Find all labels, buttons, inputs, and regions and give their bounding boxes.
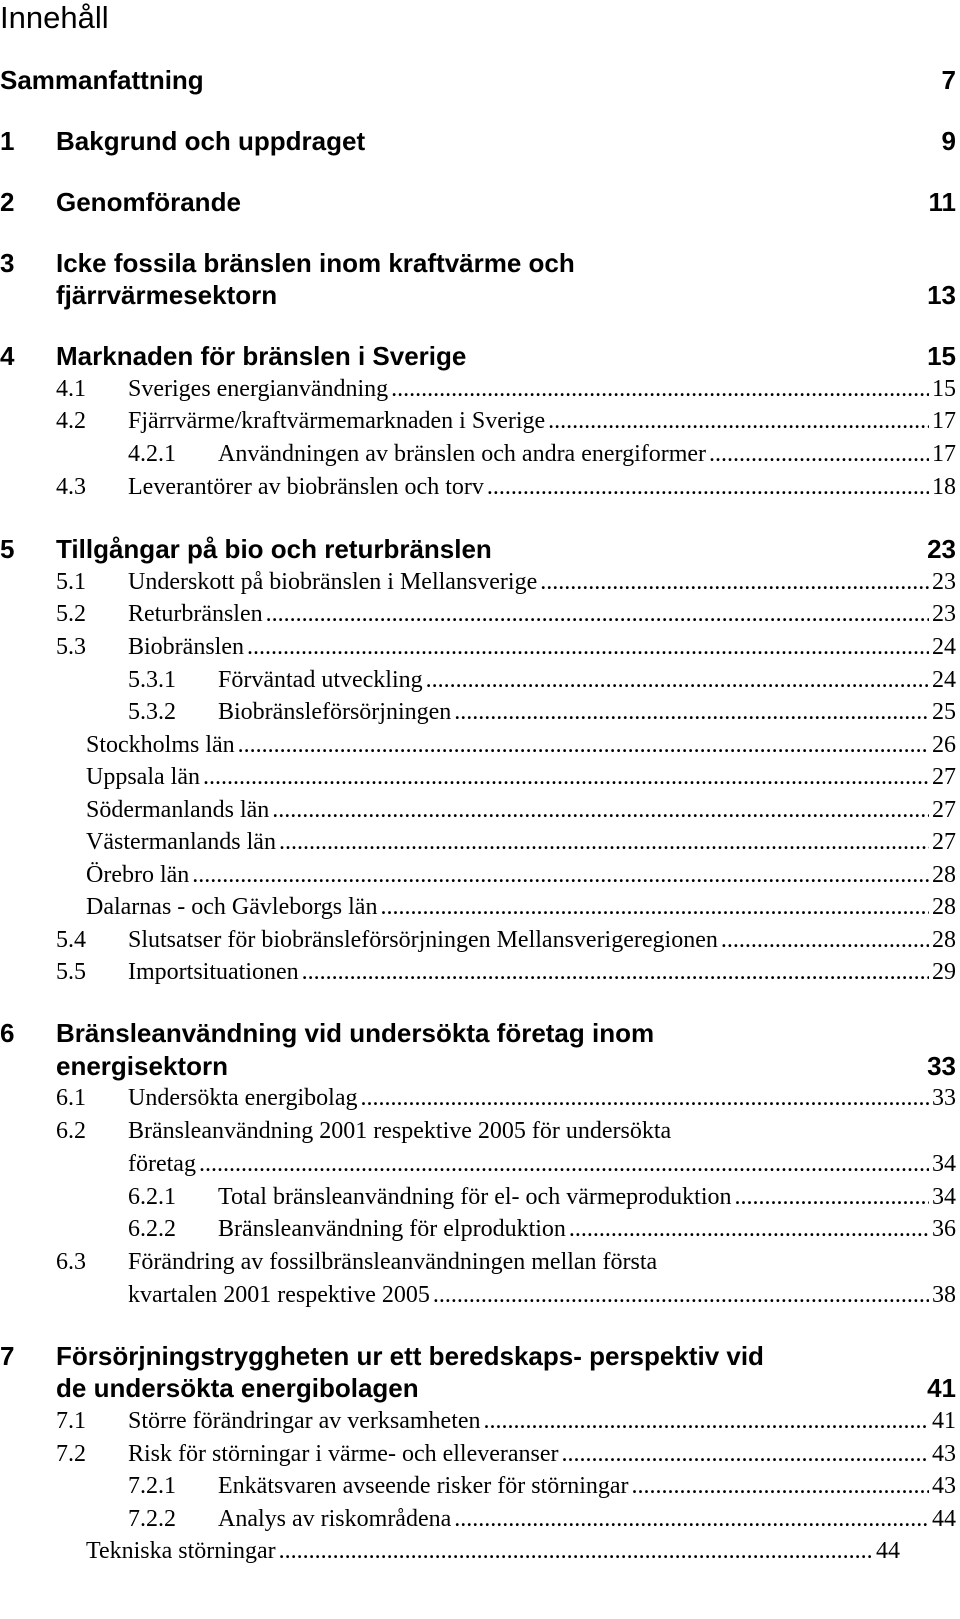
toc-entry-number: 1 — [0, 126, 15, 156]
toc-entry-page: 41 — [929, 1406, 956, 1436]
toc-entry-text: Större förändringar av verksamheten — [128, 1406, 484, 1436]
toc-entry-text: Användningen av bränslen och andra energiformer — [218, 439, 709, 469]
toc-entry-text: Marknaden för bränslen i Sverige — [56, 341, 467, 371]
toc-leader-dots — [735, 1182, 930, 1212]
toc-entry-page: 36 — [929, 1214, 956, 1244]
toc-leader-dots — [302, 957, 929, 987]
toc-entry-text: Importsituationen — [128, 957, 302, 987]
toc-section-entry[interactable] — [0, 599, 960, 629]
toc-chapter-entry[interactable] — [0, 340, 960, 372]
toc-subsection-entry[interactable] — [0, 1471, 960, 1501]
toc-leader-dots — [279, 827, 929, 857]
toc-entry-page: 27 — [929, 762, 956, 792]
toc-entry-page: 24 — [929, 665, 956, 695]
toc-leader-dots — [272, 795, 929, 825]
toc-entry-page: 28 — [929, 925, 956, 955]
toc-chapter-entry[interactable] — [0, 247, 960, 279]
toc-region-entry[interactable] — [0, 892, 960, 922]
toc-entry-text: Örebro län — [86, 860, 192, 890]
toc-leader-dots — [380, 892, 929, 922]
toc-subsection-entry[interactable] — [0, 1504, 960, 1534]
toc-chapter-entry[interactable] — [0, 64, 960, 96]
toc-section-entry[interactable] — [0, 1083, 960, 1113]
toc-entry-text: Stockholms län — [86, 730, 238, 760]
toc-leader-dots — [548, 406, 929, 436]
toc-chapter-entry[interactable] — [0, 533, 960, 565]
toc-entry-text: fjärrvärmesektorn — [56, 280, 278, 310]
toc-entry-page: 43 — [929, 1471, 956, 1501]
toc-entry-number: 7 — [0, 1341, 15, 1371]
toc-section-entry[interactable] — [0, 472, 960, 502]
toc-entry-text: Analys av riskområdena — [218, 1504, 454, 1534]
toc-section-entry[interactable] — [0, 1439, 960, 1469]
toc-entry-number: 5 — [0, 534, 15, 564]
toc-leader-dots — [709, 439, 929, 469]
toc-entry-text: företag — [128, 1149, 199, 1179]
toc-entry-page: 28 — [929, 892, 956, 922]
toc-entry-text: Undersökta energibolag — [128, 1083, 361, 1113]
toc-entry-text: Sammanfattning — [0, 65, 204, 95]
toc-entry-text: Förväntad utveckling — [218, 665, 426, 695]
toc-entry-text: Fjärrvärme/kraftvärmemarknaden i Sverige — [128, 406, 548, 436]
toc-entry-text: Risk för störningar i värme- och elleveranser — [128, 1439, 562, 1469]
toc-section-entry[interactable] — [0, 1406, 960, 1436]
toc-entry-page: 27 — [929, 827, 956, 857]
toc-leader-dots — [454, 1504, 929, 1534]
toc-entry-number: 3 — [0, 248, 15, 278]
toc-section-entry[interactable] — [0, 374, 960, 404]
toc-section-entry-continuation[interactable] — [0, 1149, 960, 1179]
toc-entry-page: 29 — [929, 957, 956, 987]
toc-chapter-entry-continuation[interactable] — [0, 1050, 960, 1082]
toc-entry-text: Södermanlands län — [86, 795, 272, 825]
toc-entry-page: 17 — [929, 406, 956, 436]
toc-entry-number: 5.3.1 — [128, 667, 176, 693]
toc-entry-text: Bränsleanvändning 2001 respektive 2005 för undersökta — [128, 1118, 672, 1144]
toc-entry-number: 5.1 — [56, 569, 86, 595]
toc-region-entry[interactable] — [0, 795, 960, 825]
toc-entry-page: 23 — [929, 567, 956, 597]
toc-region-entry[interactable] — [0, 730, 960, 760]
toc-subsection-entry[interactable] — [0, 1214, 960, 1244]
toc-leader-dots — [361, 1083, 930, 1113]
toc-leader-dots — [569, 1214, 929, 1244]
toc-entry-text: kvartalen 2001 respektive 2005 — [128, 1280, 433, 1310]
toc-entry-text: Förändring av fossilbränsleanvändningen mellan första — [128, 1249, 658, 1275]
toc-section-entry[interactable] — [0, 925, 960, 955]
toc-entry-page: 27 — [929, 795, 956, 825]
toc-section-entry[interactable] — [0, 1247, 960, 1277]
toc-entry-page: 33 — [929, 1083, 956, 1113]
toc-entry-text: Dalarnas - och Gävleborgs län — [86, 892, 380, 922]
toc-entry-page: 28 — [929, 860, 956, 890]
toc-entry-number: 5.3 — [56, 634, 86, 660]
toc-section-entry[interactable] — [0, 957, 960, 987]
toc-leader-dots — [540, 567, 929, 597]
toc-chapter-entry[interactable] — [0, 1017, 960, 1049]
toc-leader-dots — [192, 860, 929, 890]
toc-region-entry[interactable] — [0, 827, 960, 857]
toc-entry-number: 4.3 — [56, 474, 86, 500]
toc-entry-page: 13 — [927, 280, 956, 310]
toc-entry-number: 7.2.1 — [128, 1473, 176, 1499]
toc-section-entry[interactable] — [0, 632, 960, 662]
toc-entry-page: 38 — [929, 1280, 956, 1310]
toc-entry-page: 15 — [929, 374, 956, 404]
toc-entry-text: energisektorn — [56, 1051, 228, 1081]
toc-entry-text: Biobränsleförsörjningen — [218, 697, 454, 727]
toc-subsection-entry[interactable] — [0, 697, 960, 727]
toc-entry-number: 5.5 — [56, 959, 86, 985]
toc-entry-text: Bränsleanvändning vid undersökta företag inom — [56, 1018, 655, 1048]
toc-leader-dots — [484, 1406, 929, 1436]
toc-entry-page: 44 — [929, 1504, 956, 1534]
toc-entry-number: 4.1 — [56, 376, 86, 402]
toc-entry-number: 5.2 — [56, 601, 86, 627]
toc-entry-number: 6.1 — [56, 1085, 86, 1111]
toc-entry-text: Västermanlands län — [86, 827, 279, 857]
toc-entry-page: 15 — [927, 341, 956, 371]
toc-entry-number: 6.3 — [56, 1249, 86, 1275]
toc-chapter-entry[interactable] — [0, 125, 960, 157]
toc-entry-number: 7.2.2 — [128, 1506, 176, 1532]
toc-entry-number: 4.2 — [56, 408, 86, 434]
toc-entry-page: 44 — [873, 1536, 900, 1566]
toc-entry-text: Returbränslen — [128, 599, 266, 629]
toc-entry-text: Underskott på biobränslen i Mellansverige — [128, 567, 540, 597]
toc-leader-dots — [199, 1149, 929, 1179]
toc-entry-text: Bränsleanvändning för elproduktion — [218, 1214, 569, 1244]
toc-entry-page: 7 — [941, 65, 956, 95]
toc-entry-page: 43 — [929, 1439, 956, 1469]
toc-leader-dots — [562, 1439, 929, 1469]
toc-entry-page: 41 — [927, 1373, 956, 1403]
toc-leader-dots — [487, 472, 929, 502]
toc-entry-number: 2 — [0, 187, 15, 217]
toc-entry-number: 5.4 — [56, 927, 86, 953]
toc-region-entry[interactable] — [0, 762, 960, 792]
toc-section-entry[interactable] — [0, 567, 960, 597]
toc-region-entry[interactable] — [0, 860, 960, 890]
toc-entry-number: 4 — [0, 341, 15, 371]
toc-entry-text: Tillgångar på bio och returbränslen — [56, 534, 492, 564]
toc-entry-page: 23 — [929, 599, 956, 629]
toc-entry-number: 6.2 — [56, 1118, 86, 1144]
toc-leader-dots — [433, 1280, 929, 1310]
toc-chapter-entry[interactable] — [0, 1340, 960, 1372]
toc-entry-page: 23 — [927, 534, 956, 564]
toc-entry-text: Leverantörer av biobränslen och torv — [128, 472, 487, 502]
toc-leader-dots — [426, 665, 929, 695]
toc-leader-dots — [721, 925, 929, 955]
toc-subsection-entry[interactable] — [0, 665, 960, 695]
toc-entry-page: 34 — [929, 1182, 956, 1212]
toc-entry-text: Bakgrund och uppdraget — [56, 126, 366, 156]
toc-subsection-entry[interactable] — [0, 439, 960, 469]
toc-entry-number: 5.3.2 — [128, 699, 176, 725]
toc-entry-page: 9 — [941, 126, 956, 156]
toc-leader-dots — [279, 1536, 873, 1566]
toc-leader-dots — [391, 374, 929, 404]
toc-entry-number: 6.2.2 — [128, 1216, 176, 1242]
toc-entry-page: 24 — [929, 632, 956, 662]
toc-subsection-entry[interactable] — [0, 1182, 960, 1212]
toc-entry-page: 33 — [927, 1051, 956, 1081]
toc-leader-dots — [247, 632, 929, 662]
toc-entry-text: Sveriges energianvändning — [128, 374, 391, 404]
toc-section-entry[interactable] — [0, 1116, 960, 1146]
toc-entry-page: 18 — [929, 472, 956, 502]
toc-entry-text: Icke fossila bränslen inom kraftvärme och — [56, 248, 575, 278]
toc-entry-text: de undersökta energibolagen — [56, 1373, 419, 1403]
toc-entry-text: Biobränslen — [128, 632, 247, 662]
toc-entry-page: 17 — [929, 439, 956, 469]
toc-chapter-entry-continuation[interactable] — [0, 279, 960, 311]
toc-section-entry-continuation[interactable] — [0, 1280, 960, 1310]
toc-entry-text: Slutsatser för biobränsleförsörjningen Mellansverigeregionen — [128, 925, 721, 955]
toc-entry-number: 6.2.1 — [128, 1184, 176, 1210]
toc-leader-dots — [632, 1471, 929, 1501]
toc-chapter-entry[interactable] — [0, 186, 960, 218]
toc-entry-number: 6 — [0, 1018, 15, 1048]
page-title: Innehåll — [0, 0, 109, 35]
toc-entry-text: Uppsala län — [86, 762, 203, 792]
toc-leader-dots — [203, 762, 929, 792]
toc-leader-dots — [238, 730, 929, 760]
toc-entry-page: 34 — [929, 1149, 956, 1179]
toc-entry-text: Försörjningstryggheten ur ett beredskaps- perspektiv vid — [56, 1341, 764, 1371]
toc-chapter-entry-continuation[interactable] — [0, 1372, 960, 1404]
toc-entry-number: 4.2.1 — [128, 441, 176, 467]
toc-leader-dots — [266, 599, 929, 629]
toc-entry-page: 25 — [929, 697, 956, 727]
toc-section-entry[interactable] — [0, 406, 960, 436]
toc-entry-number: 7.2 — [56, 1441, 86, 1467]
toc-entry-text: Genomförande — [56, 187, 241, 217]
toc-region-entry[interactable] — [0, 1536, 960, 1566]
toc-entry-text: Enkätsvaren avseende risker för störningar — [218, 1471, 632, 1501]
toc-entry-text: Total bränsleanvändning för el- och värmeproduktion — [218, 1182, 735, 1212]
toc-entry-page: 11 — [928, 187, 956, 217]
toc-entry-text: Tekniska störningar — [86, 1536, 279, 1566]
toc-leader-dots — [454, 697, 929, 727]
toc-entry-page: 26 — [929, 730, 956, 760]
toc-entry-number: 7.1 — [56, 1408, 86, 1434]
